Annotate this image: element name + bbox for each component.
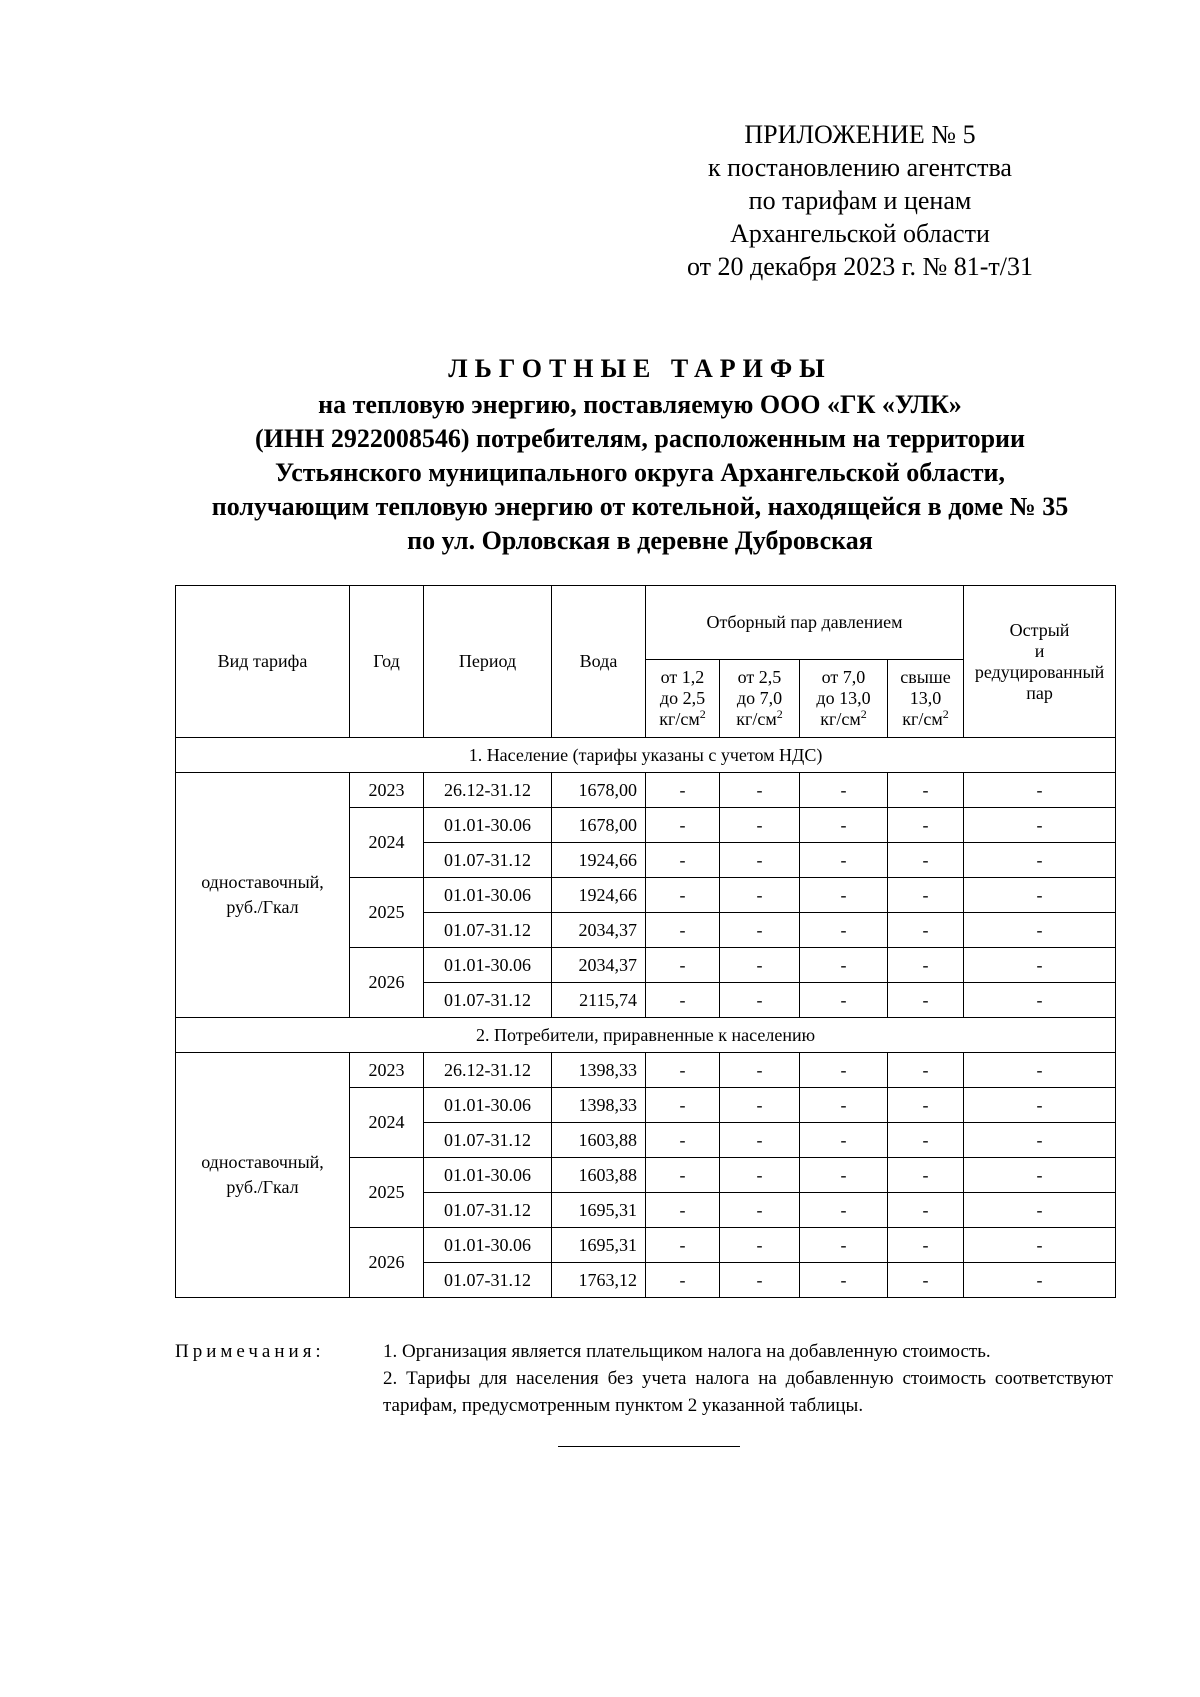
section-title: 1. Население (тарифы указаны с учетом НДС) (176, 738, 1116, 773)
p3-cell: - (800, 773, 888, 808)
water-cell: 1603,88 (552, 1158, 646, 1193)
p2-cell: - (720, 878, 800, 913)
period-cell: 01.01-30.06 (424, 878, 552, 913)
p1-cell: - (646, 1193, 720, 1228)
period-cell: 01.07-31.12 (424, 1123, 552, 1158)
header-pressure-1: от 1,2 до 2,5 $кг/см^2$ (646, 660, 720, 738)
appendix-number: ПРИЛОЖЕНИЕ № 5 (744, 120, 976, 149)
table-row (176, 773, 1116, 808)
year-cell: 2025 (350, 878, 424, 948)
water-cell: 1695,31 (552, 1228, 646, 1263)
header-steam-group: Отборный пар давлением (646, 586, 964, 660)
p2-cell: - (720, 1158, 800, 1193)
notes-label: Примечания: (175, 1341, 325, 1362)
sharp-cell: - (964, 1088, 1116, 1123)
water-cell: 1678,00 (552, 773, 646, 808)
p3-cell: - (800, 1228, 888, 1263)
period-cell: 01.01-30.06 (424, 948, 552, 983)
section-row (176, 1018, 1116, 1053)
period-cell: 01.07-31.12 (424, 1193, 552, 1228)
header-kind: Вид тарифа (176, 586, 350, 738)
notes-list (383, 1338, 1113, 1419)
p2-cell: - (720, 843, 800, 878)
header-pressure-2: от 2,5 до 7,0 $кг/см^2$ (720, 660, 800, 738)
header-period: Период (424, 586, 552, 738)
header-water: Вода (552, 586, 646, 738)
appendix-block (660, 118, 1060, 283)
year-cell: 2026 (350, 948, 424, 1018)
p3-cell: - (800, 1053, 888, 1088)
document-title (160, 352, 1120, 558)
note-item: 1. Организация является плательщиком налога на добавленную стоимость. (383, 1341, 991, 1362)
title-line: по ул. Орловская в деревне Дубровская (407, 526, 873, 555)
year-cell: 2023 (350, 1053, 424, 1088)
p2-cell: - (720, 773, 800, 808)
p4-cell: - (888, 1158, 964, 1193)
year-cell: 2026 (350, 1228, 424, 1298)
water-cell: 2115,74 (552, 983, 646, 1018)
p4-cell: - (888, 1053, 964, 1088)
period-cell: 26.12-31.12 (424, 773, 552, 808)
p1-cell: - (646, 773, 720, 808)
water-cell: 1603,88 (552, 1123, 646, 1158)
period-cell: 01.01-30.06 (424, 808, 552, 843)
p3-cell: - (800, 913, 888, 948)
table-row (176, 1053, 1116, 1088)
sharp-cell: - (964, 1053, 1116, 1088)
sharp-cell: - (964, 1263, 1116, 1298)
p2-cell: - (720, 1053, 800, 1088)
water-cell: 1398,33 (552, 1053, 646, 1088)
appendix-date: от 20 декабря 2023 г. № 81-т/31 (686, 252, 1034, 281)
sharp-cell: - (964, 948, 1116, 983)
period-cell: 01.07-31.12 (424, 913, 552, 948)
sharp-cell: - (964, 1228, 1116, 1263)
period-cell: 01.07-31.12 (424, 983, 552, 1018)
p1-cell: - (646, 1123, 720, 1158)
sharp-cell: - (964, 1158, 1116, 1193)
year-cell: 2025 (350, 1158, 424, 1228)
header-year: Год (350, 586, 424, 738)
p2-cell: - (720, 913, 800, 948)
period-cell: 01.07-31.12 (424, 1263, 552, 1298)
p2-cell: - (720, 1123, 800, 1158)
sharp-cell: - (964, 808, 1116, 843)
p3-cell: - (800, 843, 888, 878)
period-cell: 01.01-30.06 (424, 1088, 552, 1123)
water-cell: 1398,33 (552, 1088, 646, 1123)
tariff-table (175, 585, 1116, 1298)
p1-cell: - (646, 1053, 720, 1088)
water-cell: 1924,66 (552, 878, 646, 913)
sharp-cell: - (964, 1123, 1116, 1158)
title-line: (ИНН 2922008546) потребителям, расположенным на территории (254, 424, 1025, 453)
sharp-cell: - (964, 983, 1116, 1018)
p4-cell: - (888, 808, 964, 843)
closing-rule (558, 1446, 740, 1447)
p1-cell: - (646, 1158, 720, 1193)
p1-cell: - (646, 1263, 720, 1298)
p4-cell: - (888, 878, 964, 913)
tariff-kind (176, 1053, 350, 1298)
sharp-cell: - (964, 843, 1116, 878)
title-line: Устьянского муниципального округа Архангельской области, (274, 458, 1006, 487)
year-cell: 2024 (350, 1088, 424, 1158)
tariff-kind-line: руб./Гкал (226, 897, 299, 917)
p3-cell: - (800, 983, 888, 1018)
p1-cell: - (646, 913, 720, 948)
p3-cell: - (800, 1193, 888, 1228)
p1-cell: - (646, 983, 720, 1018)
water-cell: 2034,37 (552, 913, 646, 948)
p4-cell: - (888, 843, 964, 878)
p4-cell: - (888, 948, 964, 983)
title-heading: ЛЬГОТНЫЕ ТАРИФЫ (448, 354, 832, 383)
section-title: 2. Потребители, приравненные к населению (176, 1018, 1116, 1053)
water-cell: 2034,37 (552, 948, 646, 983)
p2-cell: - (720, 1088, 800, 1123)
p4-cell: - (888, 983, 964, 1018)
water-cell: 1678,00 (552, 808, 646, 843)
p3-cell: - (800, 948, 888, 983)
year-cell: 2023 (350, 773, 424, 808)
p4-cell: - (888, 913, 964, 948)
year-cell: 2024 (350, 808, 424, 878)
title-line: на тепловую энергию, поставляемую ООО «ГК «УЛК» (318, 390, 962, 419)
p1-cell: - (646, 808, 720, 843)
p2-cell: - (720, 1193, 800, 1228)
p2-cell: - (720, 1228, 800, 1263)
p2-cell: - (720, 948, 800, 983)
tariff-kind-line: руб./Гкал (226, 1177, 299, 1197)
p4-cell: - (888, 1088, 964, 1123)
period-cell: 01.07-31.12 (424, 843, 552, 878)
p4-cell: - (888, 773, 964, 808)
p1-cell: - (646, 843, 720, 878)
sharp-cell: - (964, 913, 1116, 948)
p1-cell: - (646, 1088, 720, 1123)
sharp-cell: - (964, 878, 1116, 913)
p1-cell: - (646, 878, 720, 913)
header-pressure-3: от 7,0 до 13,0 $кг/см^2$ (800, 660, 888, 738)
water-cell: 1695,31 (552, 1193, 646, 1228)
tariff-body (176, 738, 1116, 1298)
appendix-line: к постановлению агентства (708, 153, 1012, 182)
p3-cell: - (800, 1088, 888, 1123)
p1-cell: - (646, 1228, 720, 1263)
appendix-line: по тарифам и ценам (748, 186, 972, 215)
period-cell: 01.01-30.06 (424, 1228, 552, 1263)
header-sharp-steam: Острый и редуцированный пар (964, 586, 1116, 738)
period-cell: 26.12-31.12 (424, 1053, 552, 1088)
p2-cell: - (720, 1263, 800, 1298)
header-pressure-4: свыше 13,0 $кг/см^2$ (888, 660, 964, 738)
p4-cell: - (888, 1228, 964, 1263)
tariff-kind-line: одноставочный, (201, 872, 324, 892)
p3-cell: - (800, 878, 888, 913)
water-cell: 1763,12 (552, 1263, 646, 1298)
tariff-kind (176, 773, 350, 1018)
p1-cell: - (646, 948, 720, 983)
section-row (176, 738, 1116, 773)
tariff-kind-line: одноставочный, (201, 1152, 324, 1172)
p2-cell: - (720, 808, 800, 843)
sharp-cell: - (964, 1193, 1116, 1228)
sharp-cell: - (964, 773, 1116, 808)
water-cell: 1924,66 (552, 843, 646, 878)
p4-cell: - (888, 1263, 964, 1298)
title-line: получающим тепловую энергию от котельной, находящейся в доме № 35 (211, 492, 1069, 521)
p3-cell: - (800, 1158, 888, 1193)
period-cell: 01.01-30.06 (424, 1158, 552, 1193)
p2-cell: - (720, 983, 800, 1018)
note-item: 2. Тарифы для населения без учета налога на добавленную стоимость соответствуют тарифам, предусмотренным пунктом 2 указанной таблицы. (383, 1368, 1113, 1416)
p3-cell: - (800, 1123, 888, 1158)
p3-cell: - (800, 1263, 888, 1298)
p4-cell: - (888, 1123, 964, 1158)
p4-cell: - (888, 1193, 964, 1228)
p3-cell: - (800, 808, 888, 843)
appendix-line: Архангельской области (730, 219, 990, 248)
